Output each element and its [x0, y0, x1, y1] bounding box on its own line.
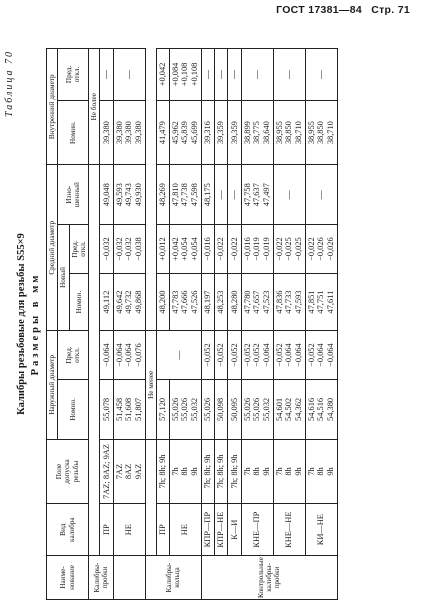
- outer-dev: −0,052 −0,064 −0,064: [305, 331, 337, 380]
- worn: 48,175: [201, 165, 214, 225]
- inner-nom: 39,380: [100, 100, 113, 165]
- col-inner-dev: Пред. откл.: [58, 49, 89, 101]
- note-ne-bolee: Не более: [89, 49, 100, 165]
- middle-dev: −0,022: [214, 224, 227, 273]
- col-middle-new: Новый: [58, 224, 69, 330]
- col-inner-nom: Номин.: [58, 100, 89, 165]
- worn: 47,810 47,738 47,598: [169, 165, 201, 225]
- table-row: [214, 49, 227, 600]
- middle-dev: −0,022: [228, 224, 241, 273]
- table-row: [241, 49, 273, 600]
- table-title: Калибры резьбовые для резьбы S55×9: [16, 233, 27, 415]
- worn: 49,048: [100, 165, 113, 225]
- col-outer: Наружный диаметр: [47, 331, 58, 440]
- middle-dev: +0,012: [157, 224, 170, 273]
- inner-dev: —: [305, 49, 337, 101]
- outer-nom: 55,026 55,026 55,032: [169, 380, 201, 439]
- inner-nom: 38,955 38,850 38,710: [305, 100, 337, 165]
- middle-nom: 47,780 47,657 47,523: [241, 274, 273, 331]
- outer-nom: 55,078: [100, 380, 113, 439]
- thread-gauge-table: [46, 48, 338, 600]
- kind: КПР—ПР: [201, 504, 214, 556]
- outer-dev: −0,052: [201, 331, 214, 380]
- inner-dev: —: [214, 49, 227, 101]
- outer-dev: −0,064: [100, 331, 113, 380]
- col-name: Наиме- нование: [47, 556, 89, 600]
- inner-dev: +0,084 +0,108 +0,108: [169, 49, 201, 101]
- inner-nom: 41,479: [157, 100, 170, 165]
- field: 7h; 8h; 9h: [214, 439, 227, 504]
- middle-nom: 47,783 47,666 47,526: [169, 274, 201, 331]
- inner-dev: +0,042: [157, 49, 170, 101]
- outer-nom: 54,601 54,502 54,362: [273, 380, 305, 439]
- outer-dev: −0,052: [228, 331, 241, 380]
- page-number: Стр. 71: [371, 4, 410, 16]
- col-outer-nom: Номин.: [58, 380, 89, 439]
- kind: ПР: [157, 504, 170, 556]
- table-row: [100, 49, 113, 600]
- kind: КНЕ—НЕ: [273, 504, 305, 556]
- middle-dev: +0,042 +0,054 +0,054: [169, 224, 201, 273]
- kind: КПР—НЕ: [214, 504, 227, 556]
- inner-nom: 38,955 38,850 38,710: [273, 100, 305, 165]
- outer-nom: 54,616 54,516 54,380: [305, 380, 337, 439]
- note-ne-menee: Не менее: [145, 331, 156, 440]
- inner-dev: —: [100, 49, 113, 101]
- field: 7h; 8h; 9h: [228, 439, 241, 504]
- table-row: [305, 49, 337, 600]
- col-field: Поле допуска резьбы: [47, 439, 89, 504]
- field: 7h 8h 9h: [305, 439, 337, 504]
- table-row: [228, 49, 241, 600]
- kind: КИ—НЕ: [305, 504, 337, 556]
- outer-nom: 50,095: [228, 380, 241, 439]
- field: 7h; 8h; 9h: [201, 439, 214, 504]
- inner-nom: 39,359: [228, 100, 241, 165]
- kind: КНЕ—ПР: [241, 504, 273, 556]
- outer-nom: 51,458 51,608 51,807: [113, 380, 145, 439]
- group-gauges: Калибры- пробки: [89, 556, 114, 600]
- outer-nom: 55,026 55,026 55,032: [241, 380, 273, 439]
- kind: ПР: [100, 504, 113, 556]
- worn: 49,593 49,743 49,930: [113, 165, 145, 225]
- inner-nom: 38,899 38,775 38,640: [241, 100, 273, 165]
- field: 7h 8h 9h: [169, 439, 201, 504]
- gost-number: ГОСТ 17381—84: [276, 4, 363, 16]
- col-outer-dev: Пред. откл.: [58, 331, 89, 380]
- inner-dev: —: [201, 49, 214, 101]
- outer-dev: −0,064 −0,064 −0,076: [113, 331, 145, 380]
- note-row: [145, 49, 156, 600]
- middle-nom: 48,200: [157, 274, 170, 331]
- middle-dev: −0,016 −0,019 −0,019: [241, 224, 273, 273]
- inner-nom: 45,962 45,839 45,699: [169, 100, 201, 165]
- col-kind: Вид калибра: [47, 504, 89, 556]
- field: 7h 8h 9h: [273, 439, 305, 504]
- middle-dev: −0,032 −0,032 −0,038: [113, 224, 145, 273]
- outer-dev: −0,052 −0,052 −0,064: [241, 331, 273, 380]
- group-control: Контрольные калибры-пробки: [201, 556, 337, 600]
- inner-nom: 39,316: [201, 100, 214, 165]
- inner-dev: —: [228, 49, 241, 101]
- table-row: [113, 49, 145, 600]
- worn: 48,269: [157, 165, 170, 225]
- table-row: [273, 49, 305, 600]
- outer-nom: 57,120: [157, 380, 170, 439]
- inner-dev: —: [113, 49, 145, 101]
- worn: —: [305, 165, 337, 225]
- table-body: [89, 49, 337, 600]
- group-rings: Калибры- кольца: [145, 556, 201, 600]
- inner-dev: —: [273, 49, 305, 101]
- middle-dev: −0,032: [100, 224, 113, 273]
- worn: —: [273, 165, 305, 225]
- middle-dev: −0,016: [201, 224, 214, 273]
- worn: —: [228, 165, 241, 225]
- col-middle-dev: Пред. откл.: [69, 224, 89, 273]
- worn: 47,758 47,637 47,497: [241, 165, 273, 225]
- table-subtitle: Размеры в мм: [30, 272, 41, 376]
- table-header: [47, 49, 89, 600]
- outer-nom: 55,026: [201, 380, 214, 439]
- middle-nom: 48,197: [201, 274, 214, 331]
- col-middle-nom: Номин.: [69, 274, 89, 331]
- field: 7AZ; 8AZ; 9AZ: [100, 439, 113, 504]
- col-inner: Внутренний диаметр: [47, 49, 58, 165]
- middle-dev: −0,022 −0,026 −0,026: [305, 224, 337, 273]
- outer-dev: −0,052: [214, 331, 227, 380]
- middle-nom: 48,280: [228, 274, 241, 331]
- rotated-content: [0, 44, 412, 604]
- table-row: [201, 49, 214, 600]
- middle-dev: −0,022 −0,025 −0,025: [273, 224, 305, 273]
- kind: К—И: [228, 504, 241, 556]
- field: 7h 8h 9h: [241, 439, 273, 504]
- middle-nom: 47,836 47,733 47,593: [273, 274, 305, 331]
- table-row: [169, 49, 201, 600]
- col-middle: Средний диаметр: [47, 165, 58, 331]
- field: 7AZ 8AZ 9AZ: [113, 439, 145, 504]
- table-label: Таблица 70: [4, 50, 15, 117]
- middle-nom: 47,851 47,751 47,611: [305, 274, 337, 331]
- inner-nom: 39,359: [214, 100, 227, 165]
- kind: НЕ: [113, 504, 145, 556]
- middle-nom: 49,642 49,732 49,868: [113, 274, 145, 331]
- middle-nom: 48,253: [214, 274, 227, 331]
- outer-dev: −0,052 −0,064 −0,064: [273, 331, 305, 380]
- middle-nom: 49,112: [100, 274, 113, 331]
- table-row: [157, 49, 170, 600]
- worn: —: [214, 165, 227, 225]
- inner-dev: —: [241, 49, 273, 101]
- note-row: [89, 49, 100, 600]
- outer-nom: 50,098: [214, 380, 227, 439]
- outer-dev: —: [157, 331, 202, 380]
- kind: НЕ: [169, 504, 201, 556]
- inner-nom: 39,380 39,380 39,380: [113, 100, 145, 165]
- field: 7h; 8h; 9h: [157, 439, 170, 504]
- col-middle-worn: Изно- шенный: [58, 165, 89, 225]
